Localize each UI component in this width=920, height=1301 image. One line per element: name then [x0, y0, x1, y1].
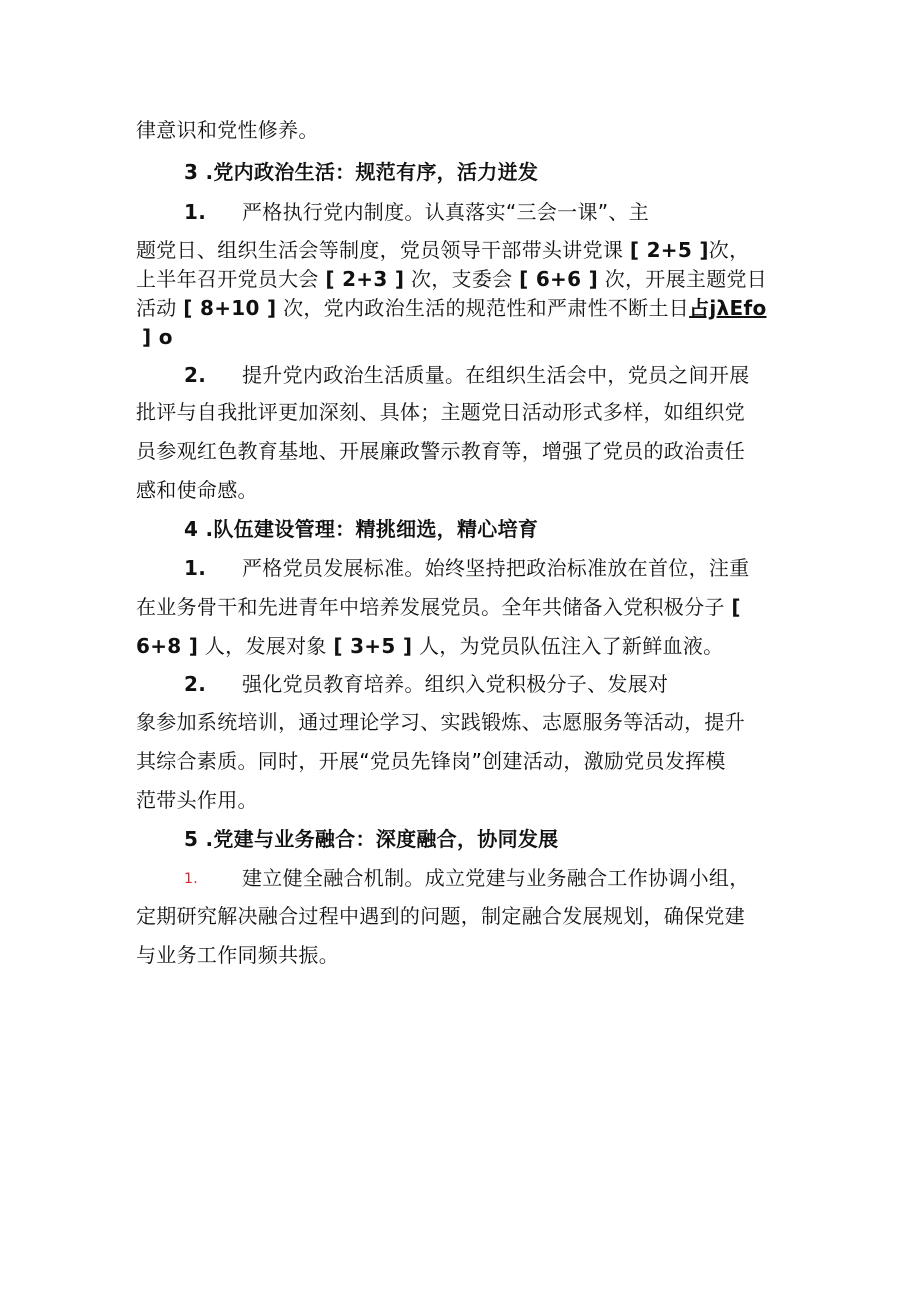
paragraph-line — [136, 436, 745, 466]
section-heading-5 — [184, 824, 558, 854]
value-bracket: [ 8+10 ] — [183, 296, 277, 320]
heading-text: 5 .党建与业务融合：深度融合，协同发展 — [184, 827, 559, 851]
text: 感和使命感。 — [136, 478, 258, 502]
text: 范带头作用。 — [136, 788, 258, 812]
paragraph-line — [136, 746, 726, 776]
text: 上半年召开党员大会 — [136, 267, 319, 291]
paragraph-line — [136, 901, 745, 931]
heading-text: 3 .党内政治生活：规范有序，活力迸发 — [184, 160, 539, 184]
paragraph-line — [136, 293, 767, 323]
list-item-4-2 — [184, 669, 668, 699]
text: 次，开展主题党日 — [604, 267, 768, 291]
text: 次，党内政治生活的规范性和严肃性不断土日 — [283, 296, 690, 320]
text: ] o — [142, 325, 173, 349]
text: 次，支委会 — [410, 267, 513, 291]
text: 定期研究解决融合过程中遇到的问题，制定融合发展规划，确保党建 — [136, 904, 745, 928]
list-number: 1. — [184, 200, 207, 224]
paragraph-line — [136, 115, 319, 145]
text: 人，为党员队伍注入了新鲜血液。 — [418, 634, 724, 658]
value-bracket: [ 2+5 ] — [629, 238, 709, 262]
text: 人，发展对象 — [204, 634, 327, 658]
paragraph-line — [136, 397, 745, 427]
text: 严格党员发展标准。始终坚持把政治标准放在首位，注重 — [242, 556, 750, 580]
list-item-3-2 — [184, 360, 750, 390]
paragraph-line — [136, 475, 258, 505]
garbled-text: 占jλEfo — [689, 296, 767, 320]
text: 律意识和党性修养。 — [136, 118, 319, 142]
text: 强化党员教育培养。组织入党积极分子、发展对 — [242, 672, 669, 696]
paragraph-line — [136, 631, 723, 661]
text: 建立健全融合机制。成立党建与业务融合工作协调小组， — [242, 866, 750, 890]
text: 批评与自我批评更加深刻、具体；主题党日活动形式多样，如组织党 — [136, 400, 745, 424]
list-item-3-1 — [184, 197, 649, 227]
paragraph-line — [136, 785, 258, 815]
list-item-5-1 — [184, 863, 750, 893]
value-bracket: [ — [731, 595, 741, 619]
paragraph-line — [136, 707, 745, 737]
value-bracket: [ 2+3 ] — [325, 267, 405, 291]
text: 活动 — [136, 296, 177, 320]
paragraph-line — [136, 592, 741, 622]
paragraph-line — [136, 264, 767, 294]
list-number: 1. — [184, 871, 198, 887]
paragraph-line — [142, 322, 173, 352]
heading-text: 4 .队伍建设管理：精挑细选，精心培育 — [184, 517, 539, 541]
value-bracket: [ 6+6 ] — [519, 267, 599, 291]
text: 其综合素质。同时，开展“党员先锋岗”创建活动，激励党员发挥模 — [136, 749, 726, 773]
text: 员参观红色教育基地、开展廉政警示教育等，增强了党员的政治责任 — [136, 439, 745, 463]
section-heading-4 — [184, 514, 538, 544]
value-bracket: 6+8 ] — [136, 634, 199, 658]
text: 次， — [708, 238, 750, 262]
text: 提升党内政治生活质量。在组织生活会中，党员之间开展 — [242, 363, 750, 387]
list-number: 2. — [184, 672, 207, 696]
value-bracket: [ 3+5 ] — [333, 634, 413, 658]
list-number: 1. — [184, 556, 207, 580]
text: 题党日、组织生活会等制度，党员领导干部带头讲党课 — [136, 238, 624, 262]
text: 严格执行党内制度。认真落实“三会一课”、主 — [242, 200, 650, 224]
list-number: 2. — [184, 363, 207, 387]
list-item-4-1 — [184, 553, 750, 583]
text: 与业务工作同频共振。 — [136, 943, 339, 967]
paragraph-line — [136, 940, 339, 970]
paragraph-line — [136, 235, 749, 265]
text: 在业务骨干和先进青年中培养发展党员。全年共储备入党积极分子 — [136, 595, 725, 619]
text: 象参加系统培训，通过理论学习、实践锻炼、志愿服务等活动，提升 — [136, 710, 745, 734]
section-heading-3 — [184, 157, 538, 187]
